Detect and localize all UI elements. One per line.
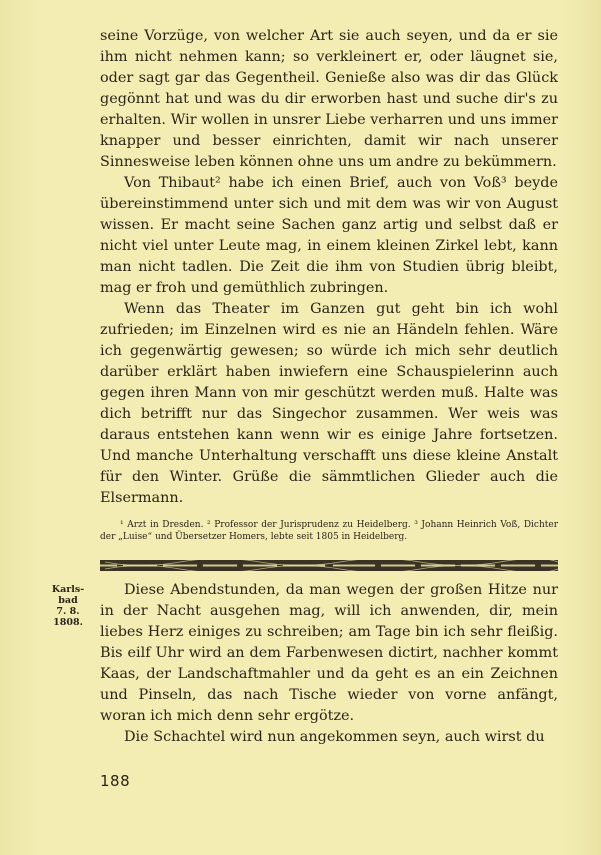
margin-date-note <box>46 584 90 628</box>
paragraph-1: seine Vorzüge, von welcher Art sie auch seyen, und da er sie ihm nicht nehmen kann; so verkleinert er, oder läugnet sie, oder sagt gar das Gegentheil. Genieße also was dir das Glück gegönnt hat und was du dir erworben hast und suche dir's zu erhalten. Wir wollen in unsrer Liebe verharren und uns immer knapper und besser einrichten, damit wir nach unserer Sinnesweise leben können ohne uns um andre zu bekümmern. <box>100 28 558 170</box>
divider-ornament-icon <box>100 560 558 571</box>
paragraph-3: Wenn das Theater im Ganzen gut geht bin ich wohl zufrieden; im Einzelnen wird es nie an Händeln fehlen. Wäre ich gegenwärtig gewesen; so würde ich mich sehr deutlich darüber erklärt haben inwiefern eine Schauspielerinn auch gegen ihren Mann von mir geschützt werden muß. Halte was dich betrifft nur das Singechor zusammen. Wer weis was daraus entstehen kann wenn wir es einige Jahre fortsetzen. Und manche Unterhaltung verschafft uns diese kleine Anstalt für den Winter. Grüße die sämmtlichen Glieder auch die Elsermann. <box>100 301 558 506</box>
second-letter-body <box>100 580 558 748</box>
footnote-text: ¹ Arzt in Dresden. ² Professor der Jurisprudenz zu Heidelberg. ³ Johann Heinrich Voß, Dichter der „Luise“ und Übersetzer Homers, lebte seit 1805 in Heidelberg. <box>100 520 558 542</box>
paragraph-2: Von Thibaut² habe ich einen Brief, auch von Voß³ beyde übereinstimmend unter sich und mit dem was wir von August wissen. Er macht seine Sachen ganz artig und selbst daß er nicht viel unter Leute mag, in einem kleinen Zirkel lebt, kann man nicht tadlen. Die Zeit die ihm von Studien übrig bleibt, mag er froh und gemüthlich zubringen. <box>100 175 558 296</box>
letter-body <box>100 26 558 509</box>
paragraph-5: Die Schachtel wird nun angekommen seyn, auch wirst du <box>124 729 545 745</box>
margin-note-line: 7. 8. <box>56 606 80 617</box>
paragraph-4: Diese Abendstunden, da man wegen der großen Hitze nur in der Nacht ausgehen mag, will ich anwenden, dir, mein liebes Herz einiges zu schreiben; am Tage bin ich sehr fleißig. Bis eilf Uhr wird an dem Farbenwesen dictirt, nachher kommt Kaas, der Landschaftmahler und da geht es an ein Zeichnen und Pinseln, das nach Tische wieder von vorne anfängt, woran ich mich denn sehr ergötze. <box>100 582 558 724</box>
page-number: 188 <box>100 772 131 790</box>
ornamental-divider <box>100 560 558 571</box>
footnotes <box>100 519 558 543</box>
margin-note-line: bad <box>58 595 78 606</box>
margin-note-line: Karls- <box>51 584 85 595</box>
margin-note-line: 1808. <box>53 617 83 628</box>
